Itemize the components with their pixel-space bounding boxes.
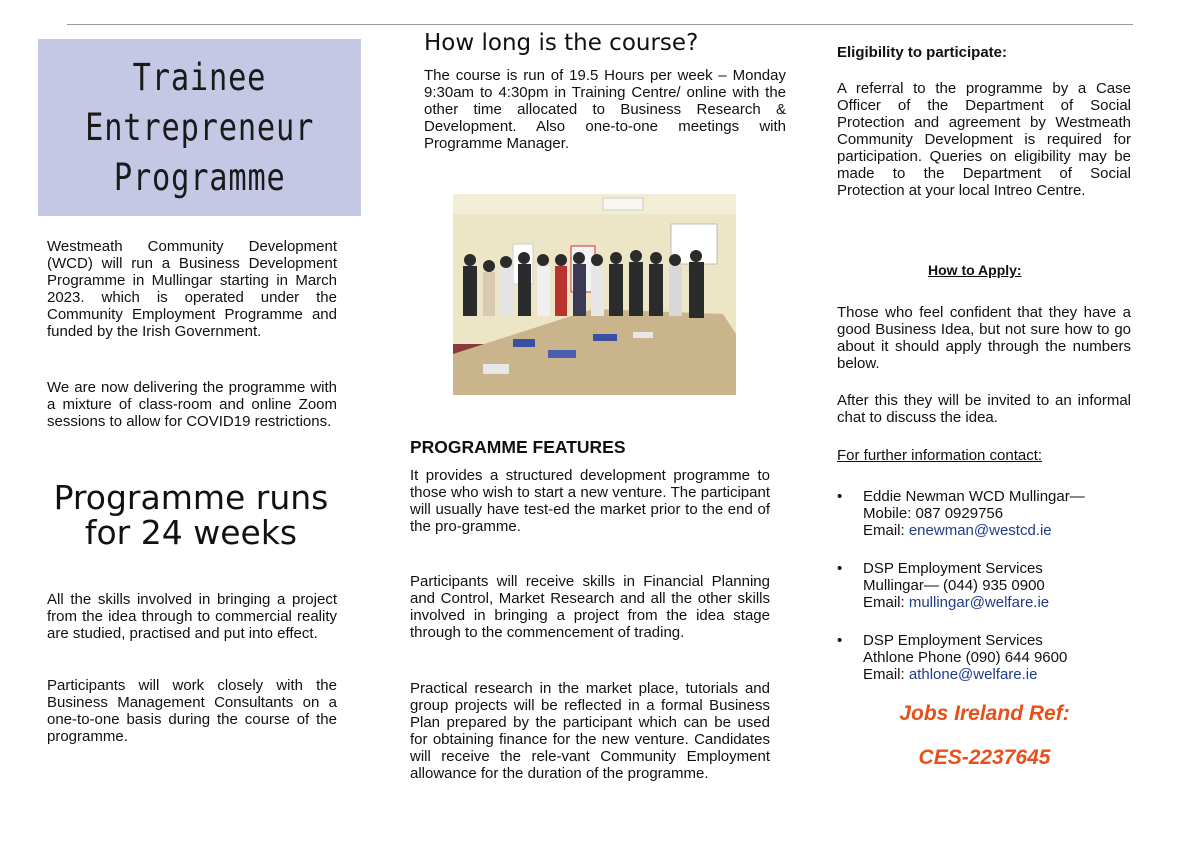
email-link[interactable]: enewman@westcd.ie xyxy=(908,522,1052,539)
contact-name: DSP Employment Services xyxy=(863,560,1043,577)
contact-phone: Mobile: 087 0929756 xyxy=(863,505,1004,522)
feature-paragraph-2: Participants will receive skills in Financial Planning and Control, Market Research and all the other skills involved in bringing a project from the idea stage through to the commencement of trading. xyxy=(410,573,770,641)
contact-item xyxy=(837,488,1131,540)
title-line-1: Trainee xyxy=(132,55,267,99)
feature-paragraph-1: It provides a structured development programme to those who wish to start a new venture. The participant will usually have test-ed the market prior to the end of the pro-gramme. xyxy=(410,467,770,535)
features-heading: PROGRAMME FEATURES xyxy=(410,437,626,457)
feature-paragraph-3: Practical research in the market place, tutorials and group projects will be reflected in a formal Business Plan prepared by the participant which can be used for obtaining finance for the new venture. Candidates will receive the rele-vant Community Employment allowance for the duration of the programme. xyxy=(410,680,770,782)
contact-email-line xyxy=(863,522,1052,539)
eligibility-heading: Eligibility to participate: xyxy=(837,44,1008,61)
contact-email-line xyxy=(863,594,1049,611)
apply-paragraph: Those who feel confident that they have a good Business Idea, but not sure how to go about it should apply through the numbers below. xyxy=(837,304,1131,372)
group-photo-image xyxy=(453,194,736,395)
intro-paragraph: Westmeath Community Development (WCD) will run a Business Development Programme in Mullingar starting in March 2023. which is operated under the Community Employment Programme and funded by the Irish Government. xyxy=(47,238,337,340)
email-link[interactable]: mullingar@welfare.ie xyxy=(908,594,1050,611)
group-photo xyxy=(453,194,736,395)
how-to-apply-heading: How to Apply: xyxy=(928,262,1022,278)
delivery-paragraph: We are now delivering the programme with a mixture of class-room and online Zoom sessions to allow for COVID19 restrictions. xyxy=(47,379,337,430)
contact-phone: Mullingar— (044) 935 0900 xyxy=(863,577,1045,594)
skills-paragraph: All the skills involved in bringing a project from the idea through to commercial reality are studied, practised and put into effect. xyxy=(47,591,337,642)
programme-duration-heading: Programme runs for 24 weeks xyxy=(53,478,329,552)
contact-name: Eddie Newman WCD Mullingar— xyxy=(863,488,1085,505)
email-link[interactable]: athlone@welfare.ie xyxy=(908,666,1038,683)
course-paragraph: The course is run of 19.5 Hours per week – Monday 9:30am to 4:30pm in Training Centre/ online with the other time allocated to Business Research & Development. Also one-to-one meetings with Programme Manager. xyxy=(424,67,786,152)
participants-paragraph: Participants will work closely with the Business Management Consultants on a one-to-one basis during the course of the programme. xyxy=(47,677,337,745)
title-box xyxy=(38,39,361,216)
email-label: Email: xyxy=(863,666,909,683)
bullet-icon: • xyxy=(837,488,843,505)
top-divider xyxy=(67,24,1133,25)
jobs-ireland-label: Jobs Ireland Ref: xyxy=(899,702,1070,725)
bullet-icon: • xyxy=(837,560,843,577)
eligibility-paragraph: A referral to the programme by a Case Officer of the Department of Social Protection and agreement by Westmeath Community Development is required for participation. Queries on eligibility may be made to the Department of Social Protection at your local Intreo Centre. xyxy=(837,80,1131,199)
contact-item xyxy=(837,560,1131,612)
after-paragraph: After this they will be invited to an informal chat to discuss the idea. xyxy=(837,392,1131,426)
contact-item xyxy=(837,632,1131,684)
title-line-2: Entrepreneur xyxy=(84,105,315,149)
bullet-icon: • xyxy=(837,632,843,649)
contact-heading: For further information contact: xyxy=(837,447,1043,464)
email-label: Email: xyxy=(863,594,909,611)
email-label: Email: xyxy=(863,522,909,539)
contact-phone: Athlone Phone (090) 644 9600 xyxy=(863,649,1068,666)
jobs-ireland-code: CES-2237645 xyxy=(918,746,1051,769)
title-line-3: Programme xyxy=(113,155,286,199)
course-heading: How long is the course? xyxy=(424,30,699,56)
contact-email-line xyxy=(863,666,1037,683)
contact-name: DSP Employment Services xyxy=(863,632,1043,649)
